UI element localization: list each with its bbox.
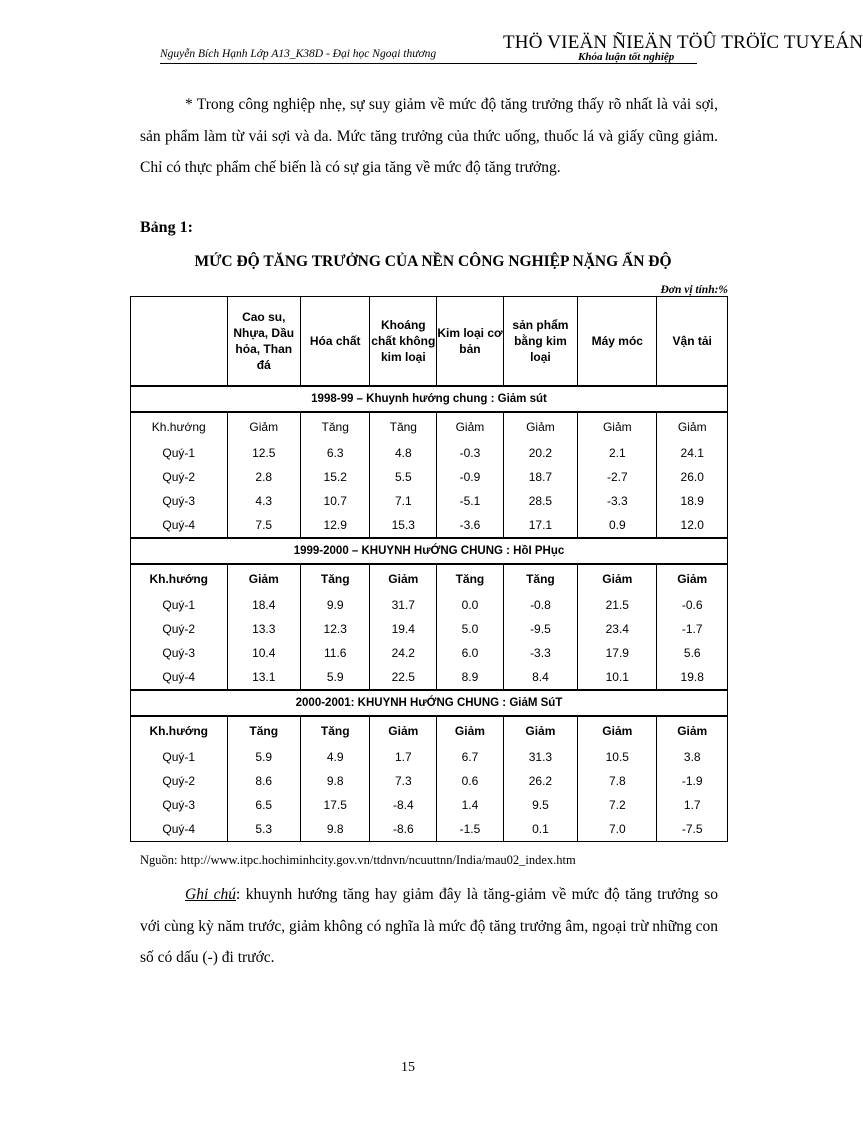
quarter-cell: Quý-4: [162, 670, 196, 684]
header-cell: [131, 297, 228, 387]
value-cell: 9.5: [503, 793, 577, 817]
table-title: MỨC ĐỘ TĂNG TRƯỞNG CỦA NỀN CÔNG NGHIỆP NẶNG ẤN ĐỘ: [194, 253, 672, 270]
section-title: 1999-2000 – KHUYNH HưỚNG CHUNG : HồI PHục: [131, 538, 728, 564]
value-cell: 5.9: [300, 665, 369, 690]
value-cell: -8.4: [370, 793, 437, 817]
paragraph-text: * Trong công nghiệp nhẹ, sự suy giảm về mức độ tăng trưởng thấy rõ nhất là vải sợi, sản phẩm làm từ vải sợi và da. Mức tăng trưởng của thức uống, thuốc lá và giấy cũng giảm. Chỉ có thực phẩm chế biến là có sự gia tăng về mức độ tăng trưởng.: [140, 96, 718, 176]
value-cell: 17.5: [300, 793, 369, 817]
quarter-cell: Quý-3: [162, 646, 196, 660]
table-row: [131, 793, 728, 817]
value-cell: 12.9: [300, 513, 369, 538]
trend-cell: Giảm: [437, 412, 504, 441]
value-cell: 18.7: [503, 465, 577, 489]
trend-cell: Tăng: [300, 412, 369, 441]
value-cell: 7.3: [370, 769, 437, 793]
value-cell: 5.3: [227, 817, 300, 842]
value-cell: 0.0: [437, 593, 504, 617]
value-cell: 17.9: [578, 641, 657, 665]
quarter-cell: Quý-3: [162, 798, 196, 812]
source-note: Nguồn: http://www.itpc.hochiminhcity.gov.vn/ttdnvn/ncuuttnn/India/mau02_index.htm: [140, 853, 576, 867]
quarter-cell: Quý-1: [162, 446, 196, 460]
value-cell: 0.6: [437, 769, 504, 793]
value-cell: 7.5: [227, 513, 300, 538]
table-row: [131, 769, 728, 793]
value-cell: -2.7: [578, 465, 657, 489]
value-cell: 21.5: [578, 593, 657, 617]
trend-cell: Giảm: [657, 412, 728, 441]
quarter-cell: Quý-1: [162, 750, 196, 764]
trend-cell: Giảm: [370, 564, 437, 593]
table-header-row: [131, 297, 728, 387]
value-cell: 9.8: [300, 769, 369, 793]
value-cell: 11.6: [300, 641, 369, 665]
value-cell: 0.1: [503, 817, 577, 842]
value-cell: -3.3: [578, 489, 657, 513]
value-cell: 6.3: [300, 441, 369, 465]
table-row: [131, 489, 728, 513]
value-cell: 18.9: [657, 489, 728, 513]
value-cell: 0.9: [578, 513, 657, 538]
section-title-row: [131, 386, 728, 412]
value-cell: 15.2: [300, 465, 369, 489]
value-cell: -9.5: [503, 617, 577, 641]
trend-cell: Tăng: [227, 716, 300, 745]
value-cell: 19.8: [657, 665, 728, 690]
header-cell: Kim loại cơ bản: [437, 297, 504, 387]
trend-cell: Kh.hướng: [149, 724, 209, 738]
value-cell: 12.0: [657, 513, 728, 538]
trend-cell: Giảm: [227, 412, 300, 441]
value-cell: 26.0: [657, 465, 728, 489]
header-author: Nguyễn Bích Hạnh Lớp A13_K38D - Đại học Ngoại thương: [160, 48, 437, 60]
value-cell: -1.5: [437, 817, 504, 842]
header-cell: Máy móc: [578, 297, 657, 387]
value-cell: -3.6: [437, 513, 504, 538]
value-cell: 13.3: [227, 617, 300, 641]
value-cell: 7.8: [578, 769, 657, 793]
trend-row: [131, 716, 728, 745]
value-cell: 3.8: [657, 745, 728, 769]
trend-cell: Giảm: [370, 716, 437, 745]
value-cell: 5.5: [370, 465, 437, 489]
value-cell: 5.0: [437, 617, 504, 641]
value-cell: 17.1: [503, 513, 577, 538]
value-cell: 6.0: [437, 641, 504, 665]
growth-table: [130, 296, 728, 842]
value-cell: 10.4: [227, 641, 300, 665]
value-cell: 2.1: [578, 441, 657, 465]
value-cell: 22.5: [370, 665, 437, 690]
section-title-row: [131, 690, 728, 716]
section-title-row: [131, 538, 728, 564]
table-row: [131, 665, 728, 690]
table-row: [131, 617, 728, 641]
value-cell: 31.7: [370, 593, 437, 617]
value-cell: 28.5: [503, 489, 577, 513]
trend-cell: Giảm: [578, 564, 657, 593]
value-cell: 5.9: [227, 745, 300, 769]
trend-cell: Tăng: [300, 564, 369, 593]
table-row: [131, 593, 728, 617]
table-unit: Đơn vị tính:%: [660, 284, 728, 296]
page-number: 15: [401, 1060, 415, 1075]
trend-row: [131, 412, 728, 441]
value-cell: 23.4: [578, 617, 657, 641]
value-cell: -3.3: [503, 641, 577, 665]
value-cell: 24.2: [370, 641, 437, 665]
table-label: Bảng 1:: [140, 219, 193, 236]
trend-cell: Giảm: [578, 716, 657, 745]
value-cell: 7.0: [578, 817, 657, 842]
value-cell: 1.7: [657, 793, 728, 817]
trend-cell: Giảm: [657, 716, 728, 745]
value-cell: 2.8: [227, 465, 300, 489]
value-cell: 18.4: [227, 593, 300, 617]
value-cell: 7.1: [370, 489, 437, 513]
note-label: Ghi chú: [185, 886, 237, 903]
trend-cell: Tăng: [300, 716, 369, 745]
value-cell: 13.1: [227, 665, 300, 690]
value-cell: 7.2: [578, 793, 657, 817]
value-cell: 4.8: [370, 441, 437, 465]
quarter-cell: Quý-4: [162, 822, 196, 836]
value-cell: -8.6: [370, 817, 437, 842]
header-divider: [160, 63, 697, 64]
value-cell: -0.3: [437, 441, 504, 465]
note-paragraph: [140, 879, 718, 974]
header-cell: Khoáng chất không kim loại: [370, 297, 437, 387]
value-cell: 19.4: [370, 617, 437, 641]
trend-cell: Giảm: [503, 716, 577, 745]
header-cell: Cao su, Nhựa, Dầu hỏa, Than đá: [227, 297, 300, 387]
header-cell: sản phẩm bằng kim loại: [503, 297, 577, 387]
table-row: [131, 745, 728, 769]
value-cell: 10.1: [578, 665, 657, 690]
paragraph-light-industry: [140, 89, 718, 184]
trend-cell: Giảm: [657, 564, 728, 593]
value-cell: -0.6: [657, 593, 728, 617]
value-cell: -7.5: [657, 817, 728, 842]
value-cell: 12.5: [227, 441, 300, 465]
value-cell: 12.3: [300, 617, 369, 641]
section-title: 2000-2001: KHUYNH HưỚNG CHUNG : GiảM SúT: [131, 690, 728, 716]
trend-cell: Tăng: [503, 564, 577, 593]
trend-cell: Giảm: [503, 412, 577, 441]
value-cell: 4.9: [300, 745, 369, 769]
quarter-cell: Quý-3: [162, 494, 196, 508]
section-title: 1998-99 – Khuynh hướng chung : Giảm sút: [131, 386, 728, 412]
quarter-cell: Quý-4: [162, 518, 196, 532]
trend-cell: Tăng: [370, 412, 437, 441]
trend-cell: Giảm: [227, 564, 300, 593]
value-cell: -1.9: [657, 769, 728, 793]
trend-cell: Kh.hướng: [149, 572, 209, 586]
header-cell: Hóa chất: [300, 297, 369, 387]
quarter-cell: Quý-2: [162, 470, 196, 484]
quarter-cell: Quý-1: [162, 598, 196, 612]
trend-cell: Kh.hướng: [151, 420, 206, 434]
quarter-cell: Quý-2: [162, 622, 196, 636]
note-text: : khuynh hướng tăng hay giảm đây là tăng-giảm về mức độ tăng trưởng so với cùng kỳ năm trước, giảm không có nghĩa là mức độ tăng trưởng âm, ngoại trừ những con số có dấu (-) đi trước.: [140, 886, 718, 966]
table-row: [131, 441, 728, 465]
value-cell: -0.9: [437, 465, 504, 489]
trend-cell: Tăng: [437, 564, 504, 593]
value-cell: 24.1: [657, 441, 728, 465]
value-cell: 15.3: [370, 513, 437, 538]
table-row: [131, 465, 728, 489]
trend-row: [131, 564, 728, 593]
value-cell: 1.4: [437, 793, 504, 817]
value-cell: -1.7: [657, 617, 728, 641]
value-cell: 20.2: [503, 441, 577, 465]
value-cell: 31.3: [503, 745, 577, 769]
value-cell: 5.6: [657, 641, 728, 665]
table-row: [131, 817, 728, 842]
value-cell: 10.5: [578, 745, 657, 769]
value-cell: 8.6: [227, 769, 300, 793]
header-library-title: THÖ VIEÄN ÑIEÄN TÖÛ TRÖÏC TUYEÁN: [503, 32, 863, 53]
value-cell: 10.7: [300, 489, 369, 513]
header-cell: Vận tải: [657, 297, 728, 387]
value-cell: 6.5: [227, 793, 300, 817]
table-row: [131, 641, 728, 665]
header-thesis-label: Khóa luận tốt nghiệp: [578, 51, 675, 63]
value-cell: 9.9: [300, 593, 369, 617]
value-cell: 1.7: [370, 745, 437, 769]
table-row: [131, 513, 728, 538]
value-cell: -5.1: [437, 489, 504, 513]
trend-cell: Giảm: [578, 412, 657, 441]
value-cell: 8.9: [437, 665, 504, 690]
value-cell: 8.4: [503, 665, 577, 690]
value-cell: 4.3: [227, 489, 300, 513]
value-cell: -0.8: [503, 593, 577, 617]
quarter-cell: Quý-2: [162, 774, 196, 788]
value-cell: 6.7: [437, 745, 504, 769]
value-cell: 26.2: [503, 769, 577, 793]
trend-cell: Giảm: [437, 716, 504, 745]
table-body: [131, 386, 728, 842]
value-cell: 9.8: [300, 817, 369, 842]
